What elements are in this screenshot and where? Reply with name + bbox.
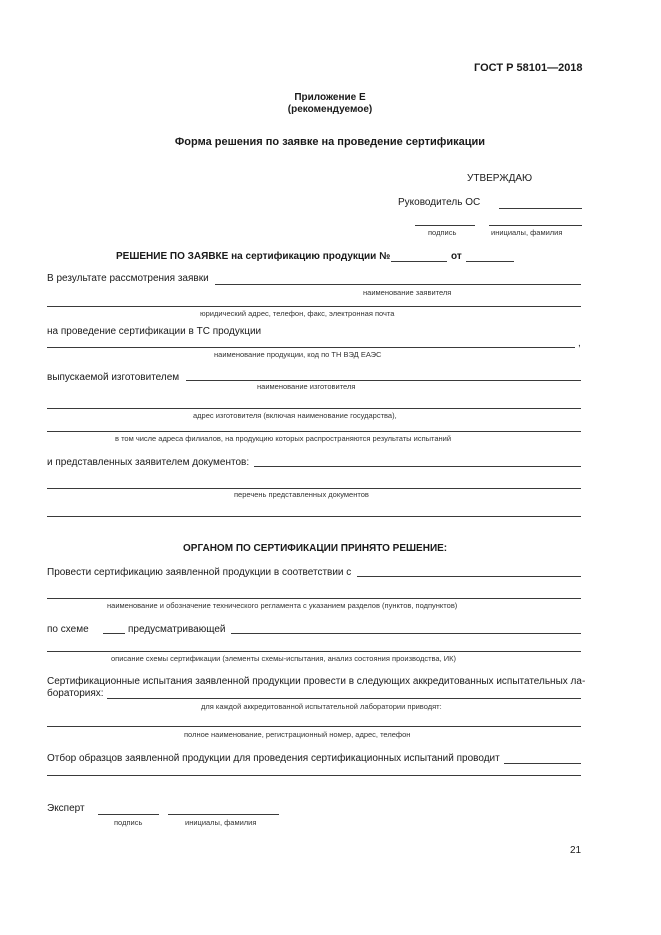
sampling-label: Отбор образцов заявленной продукции для проведения сертификационных испытаний проводит [47,753,500,764]
manufacturer-caption: наименование изготовителя [257,382,356,391]
expert-name-caption: инициалы, фамилия [185,818,257,827]
review-label: В результате рассмотрения заявки [47,273,209,284]
lab-caption-2: полное наименование, регистрационный номер, адрес, телефон [184,730,411,739]
sampling-line-1 [504,763,581,764]
manuf-address-caption: адрес изготовителя (включая наименование государства), [193,411,397,420]
docs-line-2 [47,488,581,489]
annex-title: Приложение Е [294,92,366,103]
docs-line-3 [47,516,581,517]
conduct-line [357,576,581,577]
reglament-line [47,598,581,599]
sampling-line-2 [47,775,581,776]
head-name-line [489,225,582,226]
decision-heading-rest: на сертификацию продукции № [231,251,391,262]
conduct-label: Провести сертификацию заявленной продукции в соответствии с [47,567,352,578]
scheme-caption: описание схемы сертификации (элементы схемы-испытания, анализ состояния производства, ИК) [111,654,457,663]
address-line [47,306,581,307]
manuf-address-line [47,408,581,409]
head-label: Руководитель ОС [398,197,481,208]
cert-ts-label: на проведение сертификации в ТС продукции [47,326,262,337]
address-caption: юридический адрес, телефон, факс, электронная почта [200,309,395,318]
decision-from: от [451,251,462,262]
docs-label: и представленных заявителем документов: [47,457,250,468]
expert-sign-line [98,814,159,815]
labs-line-2 [47,726,581,727]
decision-heading-caps: РЕШЕНИЕ ПО ЗАЯВКЕ [116,251,229,262]
standard-number: ГОСТ Р 58101—2018 [474,62,583,74]
approve-word: УТВЕРЖДАЮ [467,173,533,184]
branches-caption: в том числе адреса филиалов, на продукцию которых распространяются результаты испытаний [115,434,452,443]
applicant-caption: наименование заявителя [363,288,452,297]
manufacturer-label: выпускаемой изготовителем [47,372,180,383]
product-line [47,347,575,348]
expert-name-line [168,814,279,815]
tests-line-2: бораториях: [47,688,104,699]
form-title: Форма решения по заявке на проведение сертификации [174,136,486,148]
product-comma: , [578,338,581,349]
head-line [499,208,582,209]
reglament-caption: наименование и обозначение технического регламента с указанием разделов (пунктов, подпунктов) [107,601,458,610]
scheme-label: по схеме [47,624,89,635]
head-sign-caption: подпись [428,228,457,237]
docs-caption: перечень представленных документов [234,490,369,499]
decision-date-line [466,261,514,262]
head-sign-line [415,225,475,226]
applicant-line [215,284,581,285]
expert-label: Эксперт [47,803,85,814]
scheme-line-1 [231,633,581,634]
tests-line-1: Сертификационные испытания заявленной продукции провести в следующих аккредитованных испытательных ла- [47,676,586,687]
branches-line [47,431,581,432]
labs-line-1 [107,698,581,699]
scheme-number-line [103,633,125,634]
page-number: 21 [570,845,582,856]
decision-number-line [391,261,447,262]
annex-status: (рекомендуемое) [287,104,373,115]
head-name-caption: инициалы, фамилия [491,228,563,237]
product-caption: наименование продукции, код по ТН ВЭД ЕАЭС [214,350,382,359]
decision-heading [116,251,390,262]
lab-caption: для каждой аккредитованной испытательной лаборатории приводят: [201,702,442,711]
body-decision-heading: ОРГАНОМ ПО СЕРТИФИКАЦИИ ПРИНЯТО РЕШЕНИЕ: [183,543,448,554]
scheme-line-2 [47,651,581,652]
manufacturer-line [186,380,581,381]
scheme-rest: предусматривающей [128,624,226,635]
docs-line-1 [254,466,581,467]
expert-sign-caption: подпись [114,818,143,827]
